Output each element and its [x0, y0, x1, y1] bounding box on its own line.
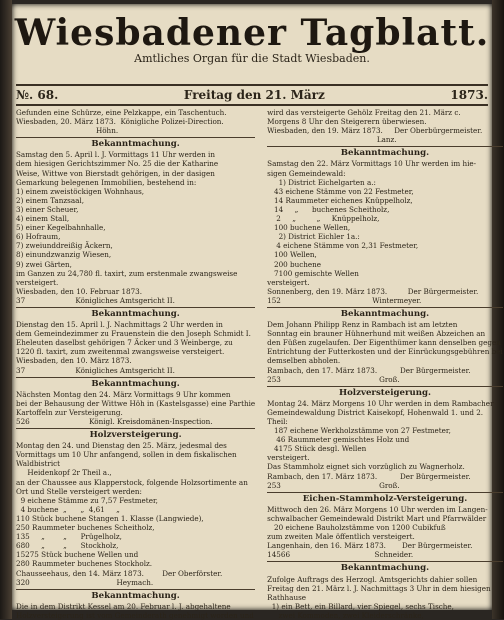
notice-line: 4) einem Stall, — [16, 214, 70, 224]
notice-line: 4 buchene „ „ 4,61 „ — [16, 504, 120, 514]
notice-line: 320 Heymach. — [16, 577, 154, 587]
notice-line: 2) District Eichler 1a.: — [267, 232, 360, 242]
notice-line: 280 Raummeter buchenes Stockholz. — [16, 559, 153, 569]
notice-line: 7100 gemischte Wellen — [267, 268, 359, 278]
notice-line: versteigert. — [16, 277, 59, 287]
notice-line: Wiesbaden, den 10. März 1873. — [16, 356, 132, 366]
notice-line: 100 Wellen, — [267, 250, 317, 260]
notice-line: versteigert. — [267, 453, 310, 463]
notice-line: im Ganzen zu 24,780 fl. taxirt, zum erstenmale zwangsweise — [16, 268, 238, 278]
notice-line: Nächsten Montag den 24. März Vormittags 9 Uhr kommen — [16, 389, 231, 399]
notice-line: Entrichtung der Futterkosten und der Einrückungsgebühren bei — [267, 347, 503, 357]
notice-line: 15275 Stück buchene Wellen und — [16, 550, 139, 560]
columns — [16, 108, 503, 620]
section-rule — [16, 428, 255, 429]
notice-line: 46 Raummeter gemischtes Holz und — [267, 435, 410, 445]
notice-line: 2 „ „ Knüppelholz, — [267, 214, 380, 224]
notice-line: 2) einem Tanzsaal, — [16, 195, 84, 205]
notice-line: Samstag den 5. April l. J. Vormittags 11 Uhr werden in — [16, 150, 215, 160]
notice-heading: Bekanntmachung. — [340, 308, 430, 319]
notice-line: Rambach, den 17. März 1873. Der Bürgermeister. — [267, 471, 471, 481]
notice-heading: Bekanntmachung. — [91, 378, 180, 389]
notice-line: Chausseehaus, den 14. März 1873. Der Oberförster. — [16, 568, 223, 578]
notice-line: 152 Wintermeyer. — [267, 295, 422, 305]
notice-line: zum zweiten Male öffentlich versteigert. — [267, 532, 415, 542]
section-rule — [267, 146, 503, 147]
notice-line: Die in dem Distrikt Kessel am 20. Februar l. J. abgehaltene — [16, 601, 231, 611]
notice-line: an der Chaussee aus Klapperstock, folgende Holzsortimente an — [16, 477, 248, 487]
notice-line: Höhn. — [16, 126, 119, 136]
notice-line: 8) einundzwanzig Wiesen, — [16, 250, 112, 260]
notice-line: Wiesbaden, den 10. Februar 1873. — [16, 286, 143, 296]
notice-heading: Bekanntmachung. — [340, 148, 430, 159]
notice-line: 1220 fl. taxirt, zum zweitenmal zwangsweise versteigert. — [16, 347, 225, 357]
notice-line: 110 Stück buchene Stangen 1. Klasse (Langwiede), — [16, 513, 204, 523]
notice-line: 1) District Eichelgarten a.: — [267, 177, 376, 187]
notice-heading: Holzversteigerung. — [338, 387, 431, 398]
notice-line: dem hiesigen Gerichtszimmer No. 25 die der Katharine — [16, 159, 219, 169]
right-column — [267, 108, 503, 620]
notice-line: 1) einem zweistöckigen Wohnhaus, — [16, 186, 145, 196]
notice-heading: Bekanntmachung. — [91, 590, 180, 601]
notice-line: dem Gemeindezimmer zu Frauenstein die den Joseph Schmidt I. — [16, 329, 251, 339]
issue-date: Freitag den 21. März — [183, 88, 325, 102]
notice-line: 4175 Stück desgl. Wellen — [267, 444, 367, 454]
notice-line: Rambach, den 17. März 1873. Der Bürgermeister. — [267, 365, 471, 375]
notice-line: 9 eichene Stämme zu 7,57 Festmeter, — [16, 495, 158, 505]
notice-line: wird das versteigerte Gehölz Freitag den 21. März c. — [267, 108, 461, 117]
notice-line: Montag den 24. und Dienstag den 25. März, jedesmal des — [16, 441, 227, 451]
section-rule — [16, 589, 255, 590]
notice-line: Langenhain, den 16. März 1873. Der Bürgermeister. — [267, 541, 473, 551]
notice-line: 253 Groß. — [267, 480, 400, 490]
notice-line: Samstag den 22. März Vormittags 10 Uhr werden im hie- — [267, 159, 477, 169]
notice-line: 37 Königliches Amtsgericht II. — [16, 295, 175, 305]
notice-line: versteigert. — [267, 277, 310, 287]
notice-line: schwalbacher Gemeindewald Distrikt Mart und Pfarrwälder — [267, 513, 487, 523]
notice-line: 7) zweiunddreißig Äckern, — [16, 241, 113, 251]
issue-number: №. 68. — [16, 88, 59, 102]
issue-year: 1873. — [450, 88, 488, 102]
notice-line: Sonntag ein brauner Hühnerhund mit weißen Abzeichen an — [267, 329, 486, 339]
notice-line: 253 Groß. — [267, 374, 400, 384]
notice-line: Dem Johann Philipp Renz in Rambach ist am letzten — [267, 320, 458, 330]
newspaper-subtitle: Amtliches Organ für die Stadt Wiesbaden. — [134, 52, 370, 65]
notice-line: 5) einer Kegelbahnhalle, — [16, 223, 106, 233]
notice-line: Freitag den 21. März l. J. Nachmittags 3 Uhr in dem hiesigen — [267, 583, 491, 593]
notice-line: 200 buchene — [267, 259, 322, 269]
section-rule — [267, 386, 503, 387]
notice-line: Rathhause — [267, 592, 307, 602]
notice-heading: Bekanntmachung. — [340, 563, 430, 574]
notice-line: 1) ein Bett, ein Billard, vier Spiegel, sechs Tische, — [267, 601, 454, 611]
notice-line: 526 Königl. Kreisdomänen-Inspection. — [16, 417, 213, 426]
notice-line: Holzversteigerung ist vom Gemeinderath genehmigt worden und — [16, 610, 254, 620]
notice-line: 680 „ „ Stockholz, — [16, 541, 119, 551]
newspaper-title: Wiesbadener Tagblatt. — [14, 12, 490, 54]
notice-line: 6) Hofraum, — [16, 232, 61, 242]
notice-line: Kartoffeln zur Versteigerung. — [16, 407, 123, 417]
notice-heading: Holzversteigerung. — [89, 430, 182, 441]
notice-heading: Bekanntmachung. — [91, 139, 180, 150]
notice-line: 14 „ buchenes Scheitholz, — [267, 204, 390, 214]
notice-line: Lanz. — [267, 135, 397, 145]
section-rule — [267, 307, 503, 308]
notice-line: Morgens 8 Uhr den Steigerern überwiesen. — [267, 117, 427, 127]
notice-line: bei der Behausung der Wittwe Höh in (Kastelsgasse) eine Parthie — [16, 398, 256, 408]
dateline — [16, 84, 488, 106]
notice-line: Das Stammholz eignet sich vorzüglich zu Wagnerholz. — [267, 462, 465, 472]
notice-line: 37 Königliches Amtsgericht II. — [16, 365, 175, 375]
notice-line: 43 eichene Stämme von 22 Festmeter, — [267, 186, 414, 196]
notice-line: Wiesbaden, 20. März 1873. Königliche Polizei-Direction. — [16, 117, 224, 127]
notice-line: 3) einer Scheuer, — [16, 204, 79, 214]
newspaper-page — [12, 4, 503, 620]
notice-line: demselben abholen. — [267, 356, 341, 366]
notice-line: 20 eichene Bauholzstämme von 1200 Cubikfuß — [267, 523, 446, 533]
notice-line: 135 „ „ Prügelholz, — [16, 532, 122, 542]
notice-line: Mittwoch den 26. März Morgens 10 Uhr werden im Langen- — [267, 504, 488, 514]
section-rule — [16, 137, 255, 138]
notice-line: Vormittags um 10 Uhr anfangend, sollen in dem fiskalischen — [16, 450, 237, 460]
notice-line: den Füßen zugelaufen. Der Eigenthümer kann denselben gegen — [267, 338, 501, 348]
notice-line: 187 eichene Werkholzstämme von 27 Festmeter, — [267, 426, 451, 436]
notice-line: 4 eichene Stämme von 2,31 Festmeter, — [267, 241, 419, 251]
notice-line: Gemeindewaldung District Kaisekopf, Hohenwald 1. und 2. — [267, 407, 484, 417]
notice-line: zwei Kommoden, zwei Kleiderschränke, — [267, 610, 424, 620]
masthead — [12, 12, 492, 65]
notice-line: Montag 24. März Morgens 10 Uhr werden in dem Rambacher — [267, 398, 494, 408]
section-rule — [16, 307, 255, 308]
notice-line: Gefunden eine Schürze, eine Pelzkappe, ein Taschentuch. — [16, 108, 227, 117]
notice-line: Wiesbaden, den 19. März 1873. Der Oberbürgermeister. — [267, 126, 483, 136]
notice-line: Heidenkopf 2r Theil a., — [16, 468, 112, 478]
notice-line: 14 Raummeter eichenes Knüppelholz, — [267, 195, 413, 205]
notice-line: Eheleuten daselbst gehörigen 7 Äcker und 3 Weinberge, zu — [16, 338, 233, 348]
notice-line: Weise, Wittwe von Bierstadt gehörigen, in der dasigen — [16, 168, 215, 178]
notice-line: Sonnenberg, den 19. März 1873. Der Bürgermeister. — [267, 286, 479, 296]
notice-line: 250 Raummeter buchenes Scheitholz, — [16, 523, 155, 533]
notice-heading: Bekanntmachung. — [91, 308, 180, 319]
notice-line: 9) zwei Gärten, — [16, 259, 72, 269]
notice-heading: Eichen-Stammholz-Versteigerung. — [302, 493, 468, 504]
left-column — [16, 108, 256, 620]
section-rule — [267, 561, 503, 562]
notice-line: Waldbistrict — [16, 459, 61, 469]
notice-line: Theil: — [267, 417, 288, 426]
book-binding-edge — [0, 0, 12, 619]
notice-line: Gemarkung belegenen Immobilien, bestehend in: — [16, 177, 197, 187]
section-rule — [16, 377, 255, 378]
notice-line: Dienstag den 15. April l. J. Nachmittags 2 Uhr werden in — [16, 320, 223, 330]
section-rule — [267, 492, 503, 493]
notice-line: sigen Gemeindewald: — [267, 168, 346, 178]
notice-line: Zufolge Auftrags des Herzogl. Amtsgerichts dahier sollen — [267, 574, 478, 584]
notice-line: 14566 Schneider. — [267, 550, 414, 560]
notice-line: 100 buchene Wellen, — [267, 223, 351, 233]
notice-line: Ort und Stelle versteigert werden: — [16, 486, 142, 496]
